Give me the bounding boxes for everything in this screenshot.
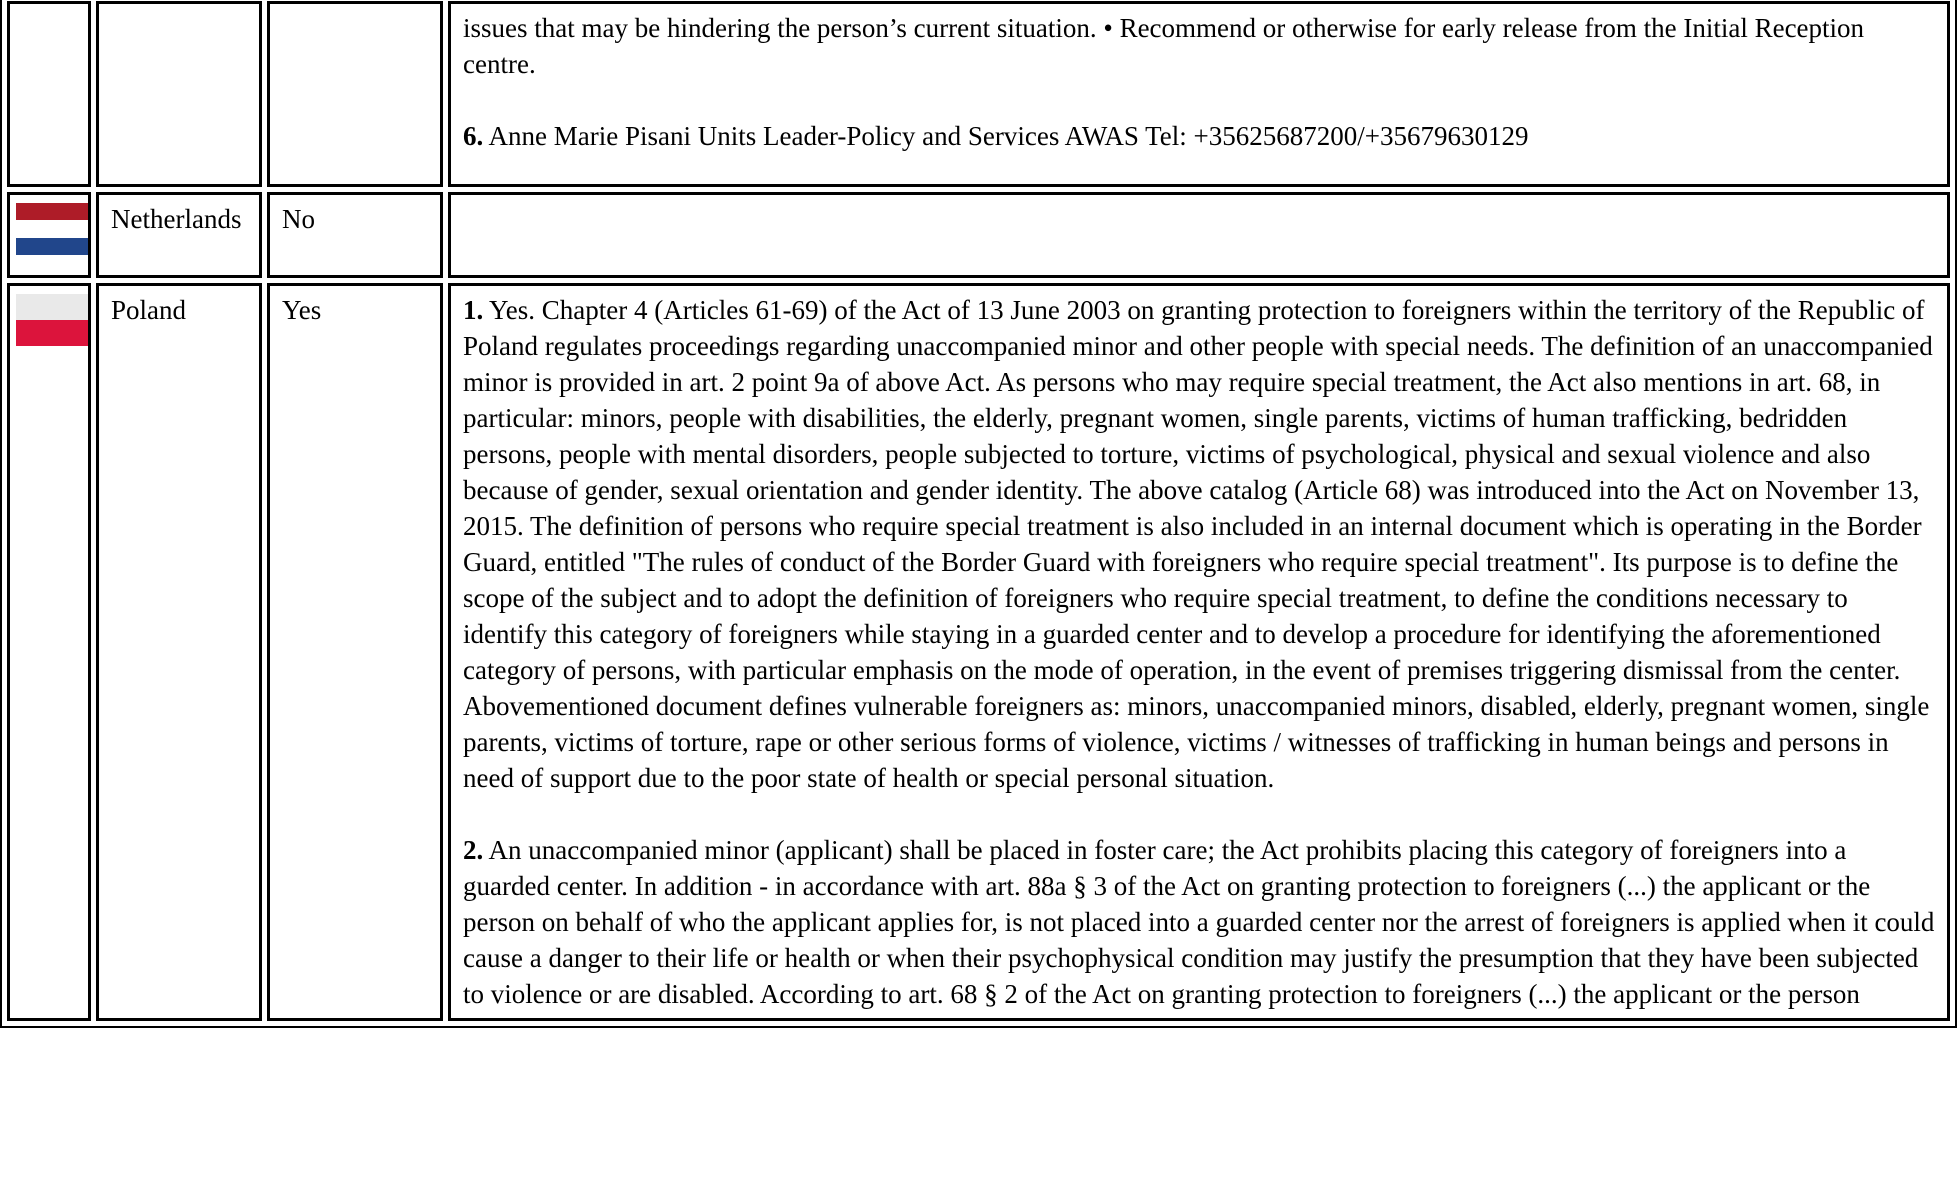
table-row [7,1,1950,187]
country-name: Netherlands [111,204,242,234]
paragraph-number: 6. [463,121,484,151]
status-cell [267,283,443,1021]
paragraph [463,292,1935,796]
country-cell [96,192,262,278]
paragraph-number: 1. [463,295,484,325]
country-name: Poland [111,295,187,325]
flag-cell [7,1,91,187]
details-cell [448,192,1950,278]
country-cell [96,283,262,1021]
paragraph-text: Yes. Chapter 4 (Articles 61-69) of the Act of 13 June 2003 on granting protection to foreigners within the territory of the Republic of Poland regulates proceedings regarding unaccompanied minor and other people with special needs. The definition of an unaccompanied minor is provided in art. 2 point 9a of above Act. As persons who may require special treatment, the Act also mentions in art. 68, in particular: minors, people with disabilities, the elderly, pregnant women, single parents, victims of human trafficking, bedridden persons, people with mental disorders, people subjected to torture, victims of psychological, physical and sexual violence and also because of gender, sexual orientation and gender identity. The above catalog (Article 68) was introduced into the Act on November 13, 2015. The definition of persons who require special treatment is also included in an internal document which is operating in the Border Guard, entitled "The rules of conduct of the Border Guard with foreigners who require special treatment". Its purpose is to define the scope of the subject and to adopt the definition of foreigners who require special treatment, to define the conditions necessary to identify this category of foreigners while staying in a guarded center and to develop a procedure for identifying the aforementioned category of persons, with particular emphasis on the mode of operation, in the event of premises triggering dismissal from the center. Abovementioned document defines vulnerable foreigners as: minors, unaccompanied minors, disabled, elderly, pregnant women, single parents, victims of torture, rape or other serious forms of violence, victims / witnesses of trafficking in human beings and persons in need of support due to the poor state of health or special personal situation. [463,295,1933,793]
status-cell [267,192,443,278]
flag-cell [7,283,91,1021]
country-cell [96,1,262,187]
paragraph-number: 2. [463,835,484,865]
flag-cell [7,192,91,278]
details-cell [448,283,1950,1021]
poland-flag-icon [16,294,88,346]
netherlands-flag-icon [16,203,88,255]
table-row [7,192,1950,278]
table-row [7,283,1950,1021]
status-cell [267,1,443,187]
paragraph [463,118,1935,154]
paragraph-text: An unaccompanied minor (applicant) shall be placed in foster care; the Act prohibits placing this category of foreigners into a guarded center. In addition - in accordance with art. 88a § 3 of the Act on granting protection to foreigners (...) the applicant or the person on behalf of who the applicant applies for, is not placed into a guarded center nor the arrest of foreigners is applied when it could cause a danger to their life or health or when their psychophysical condition may justify the presumption that they have been subjected to violence or are disabled. According to art. 68 § 2 of the Act on granting protection to foreigners (...) the applicant or the person [463,835,1935,1009]
status-value: Yes [282,295,322,325]
paragraph-text: issues that may be hindering the person’s current situation. • Recommend or otherwise for early release from the Initial Reception centre. [463,13,1865,79]
paragraph-text: Anne Marie Pisani Units Leader-Policy and Services AWAS Tel: +35625687200/+35679630129 [483,121,1529,151]
paragraph [463,10,1935,82]
status-value: No [282,204,315,234]
paragraph [463,832,1935,1012]
details-cell [448,1,1950,187]
